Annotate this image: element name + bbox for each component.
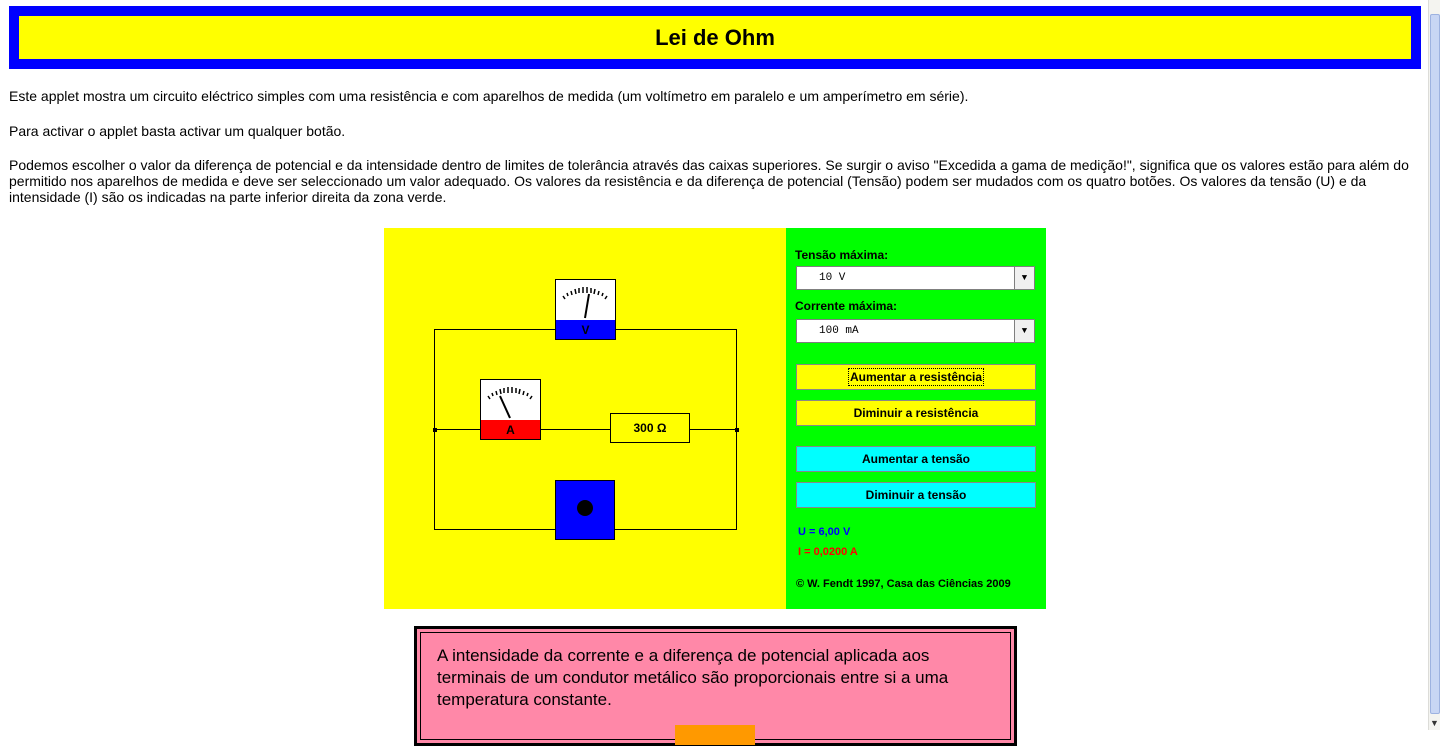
- max-current-select[interactable]: [796, 319, 1035, 343]
- ammeter-label: A: [506, 422, 515, 437]
- page-title: Lei de Ohm: [19, 16, 1411, 59]
- increase-resistance-button[interactable]: [796, 364, 1036, 390]
- decrease-resistance-button[interactable]: [796, 400, 1036, 426]
- max-current-label: Corrente máxima:: [795, 299, 898, 313]
- law-box-highlight: [675, 725, 755, 745]
- ohm-law-statement: A intensidade da corrente e a diferença de potencial aplicada aos terminais de um condutor metálico são proporcionais entre si a uma temperatura constante.: [437, 646, 949, 709]
- intro-paragraph-2: Para activar o applet basta activar um qualquer botão.: [9, 123, 346, 139]
- junction-right: [735, 428, 739, 432]
- credit-text: © W. Fendt 1997, Casa das Ciências 2009: [796, 578, 1011, 590]
- max-voltage-value: 10 V: [819, 272, 846, 284]
- circuit-zone: [384, 228, 786, 609]
- control-zone: [786, 228, 1046, 609]
- ohm-law-applet: [384, 228, 1046, 609]
- decrease-voltage-button[interactable]: [796, 482, 1036, 508]
- vertical-scrollbar[interactable]: [1428, 0, 1440, 730]
- decrease-voltage-label: Diminuir a tensão: [865, 488, 967, 502]
- increase-resistance-label: Aumentar a resistência: [849, 370, 983, 384]
- ammeter-base: [481, 420, 540, 439]
- junction-left: [433, 428, 437, 432]
- title-banner: [9, 6, 1421, 69]
- voltmeter-base: [556, 320, 615, 339]
- decrease-resistance-label: Diminuir a resistência: [853, 406, 979, 420]
- ammeter: [480, 379, 541, 440]
- intro-paragraph-3: Podemos escolher o valor da diferença de potencial e da intensidade dentro de limites de tolerância através das caixas superiores. Se surgir o aviso "Excedida a gama de medição!", significa que os valores estão para além do permitido nos aparelhos de medida e deve ser seleccionado um valor adequado. Os valores da resistência e da diferença de potencial (Tensão) podem ser mudados com os quatro botões. Os valores da tensão (U) e da intensidade (I) são os indicadas na parte inferior direita da zona verde.: [9, 157, 1409, 205]
- max-current-value: 100 mA: [819, 325, 859, 337]
- voltmeter-scale-icon: [556, 280, 615, 320]
- ohm-law-statement-box: [414, 626, 1017, 746]
- intro-paragraph-1: Este applet mostra um circuito eléctrico simples com uma resistência e com aparelhos de medida (um voltímetro em paralelo e um amperímetro em série).: [9, 88, 969, 104]
- scrollbar-thumb[interactable]: [1430, 14, 1440, 714]
- triangle-down-icon[interactable]: ▼: [1430, 718, 1439, 728]
- voltage-source: [555, 480, 615, 540]
- voltmeter-label: V: [581, 322, 590, 337]
- resistor: 300 Ω: [610, 413, 690, 443]
- source-knob-icon: [577, 500, 593, 516]
- increase-voltage-button[interactable]: [796, 446, 1036, 472]
- current-readout: I = 0,0200 A: [798, 546, 858, 558]
- voltage-readout: U = 6,00 V: [798, 526, 851, 538]
- max-voltage-label: Tensão máxima:: [795, 248, 889, 262]
- increase-voltage-label: Aumentar a tensão: [861, 452, 971, 466]
- ammeter-scale-icon: [481, 380, 540, 420]
- chevron-down-icon[interactable]: ▼: [1014, 320, 1034, 342]
- voltmeter: [555, 279, 616, 340]
- ammeter-dial: [481, 380, 540, 420]
- chevron-down-icon[interactable]: ▼: [1014, 267, 1034, 289]
- max-voltage-select[interactable]: [796, 266, 1035, 290]
- voltmeter-dial: [556, 280, 615, 320]
